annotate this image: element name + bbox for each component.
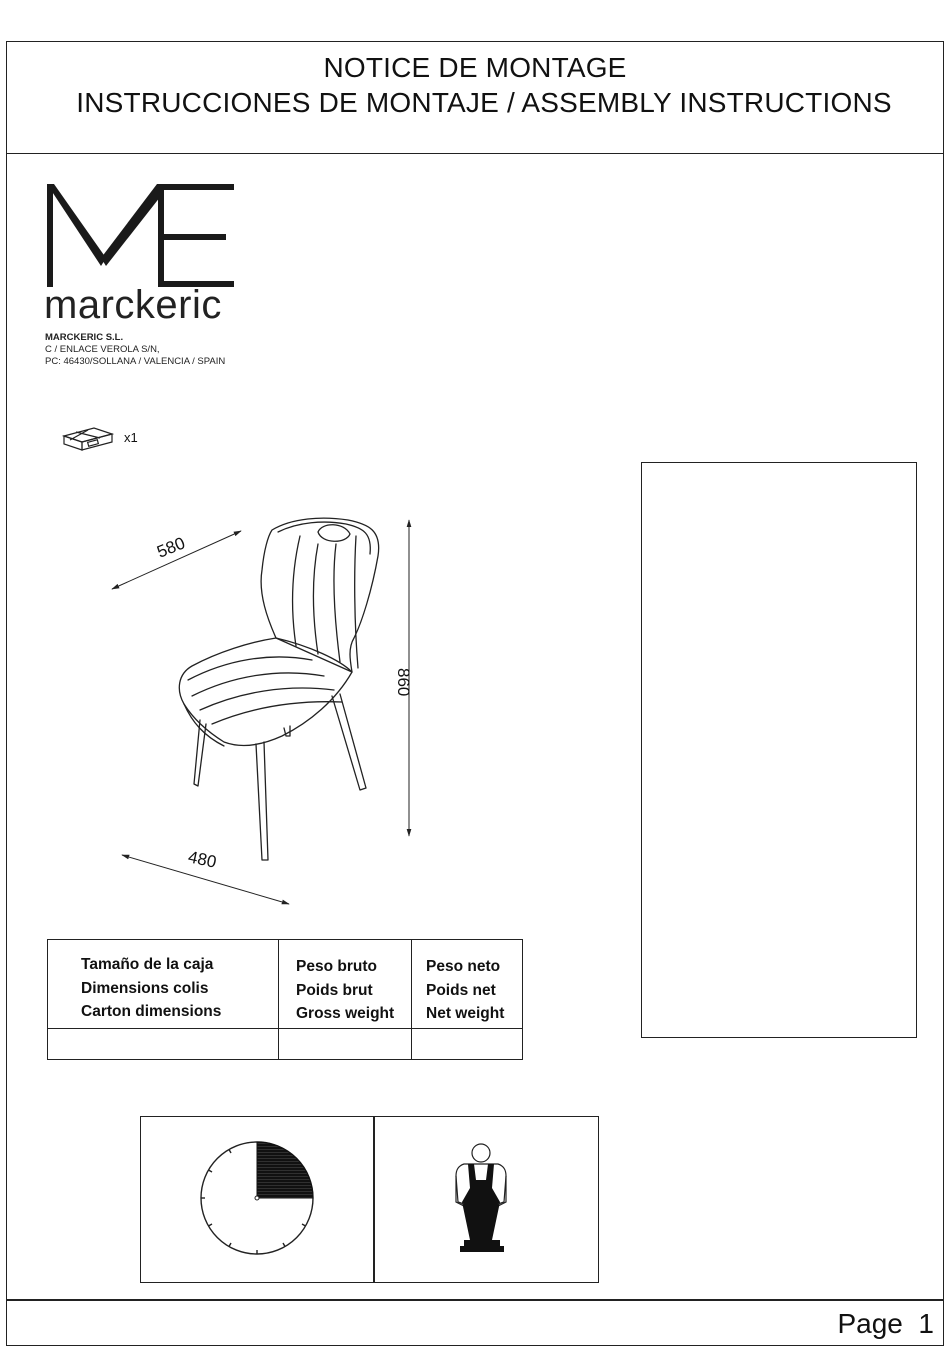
package-quantity: x1 — [124, 430, 138, 445]
footer-divider — [6, 1299, 944, 1301]
product-image-box — [641, 462, 917, 1038]
one-person-icon — [450, 1140, 512, 1255]
net-weight-value — [412, 1029, 523, 1060]
dimension-depth-label: 480 — [186, 847, 219, 872]
header-line: Gross weight — [296, 1005, 395, 1022]
dimension-height-label: 860 — [394, 668, 413, 697]
address-line-1: C / ENLACE VEROLA S/N, — [45, 344, 160, 355]
brand-name: marckeric — [44, 283, 222, 327]
header-line: Tamaño de la caja — [81, 956, 214, 973]
dimension-width-label: 580 — [154, 533, 188, 562]
header-line: Poids brut — [296, 981, 373, 999]
header-line: Peso neto — [426, 958, 501, 975]
clock-quarter-icon — [195, 1136, 320, 1261]
company-name: MARCKERIC S.L. — [45, 332, 124, 343]
header-line: Peso bruto — [296, 958, 377, 975]
net-weight-header — [412, 940, 523, 1029]
address-line-2: PC: 46430/SOLLANA / VALENCIA / SPAIN — [45, 356, 226, 367]
specs-table — [47, 939, 523, 1060]
carton-dimensions-header — [48, 940, 279, 1029]
title-spanish-english: INSTRUCCIONES DE MONTAJE / ASSEMBLY INSTRUCTIONS — [76, 87, 892, 118]
header-line: Carton dimensions — [81, 1003, 222, 1020]
header-line: Net weight — [426, 1005, 505, 1022]
gross-weight-header — [279, 940, 412, 1029]
header-line: Dimensions colis — [81, 979, 209, 997]
page-number: Page 1 — [837, 1308, 934, 1339]
icons-divider — [373, 1116, 375, 1283]
title-french: NOTICE DE MONTAGE — [323, 52, 627, 83]
header-line: Poids net — [426, 981, 496, 999]
carton-dimensions-value — [48, 1029, 279, 1060]
gross-weight-value — [279, 1029, 412, 1060]
